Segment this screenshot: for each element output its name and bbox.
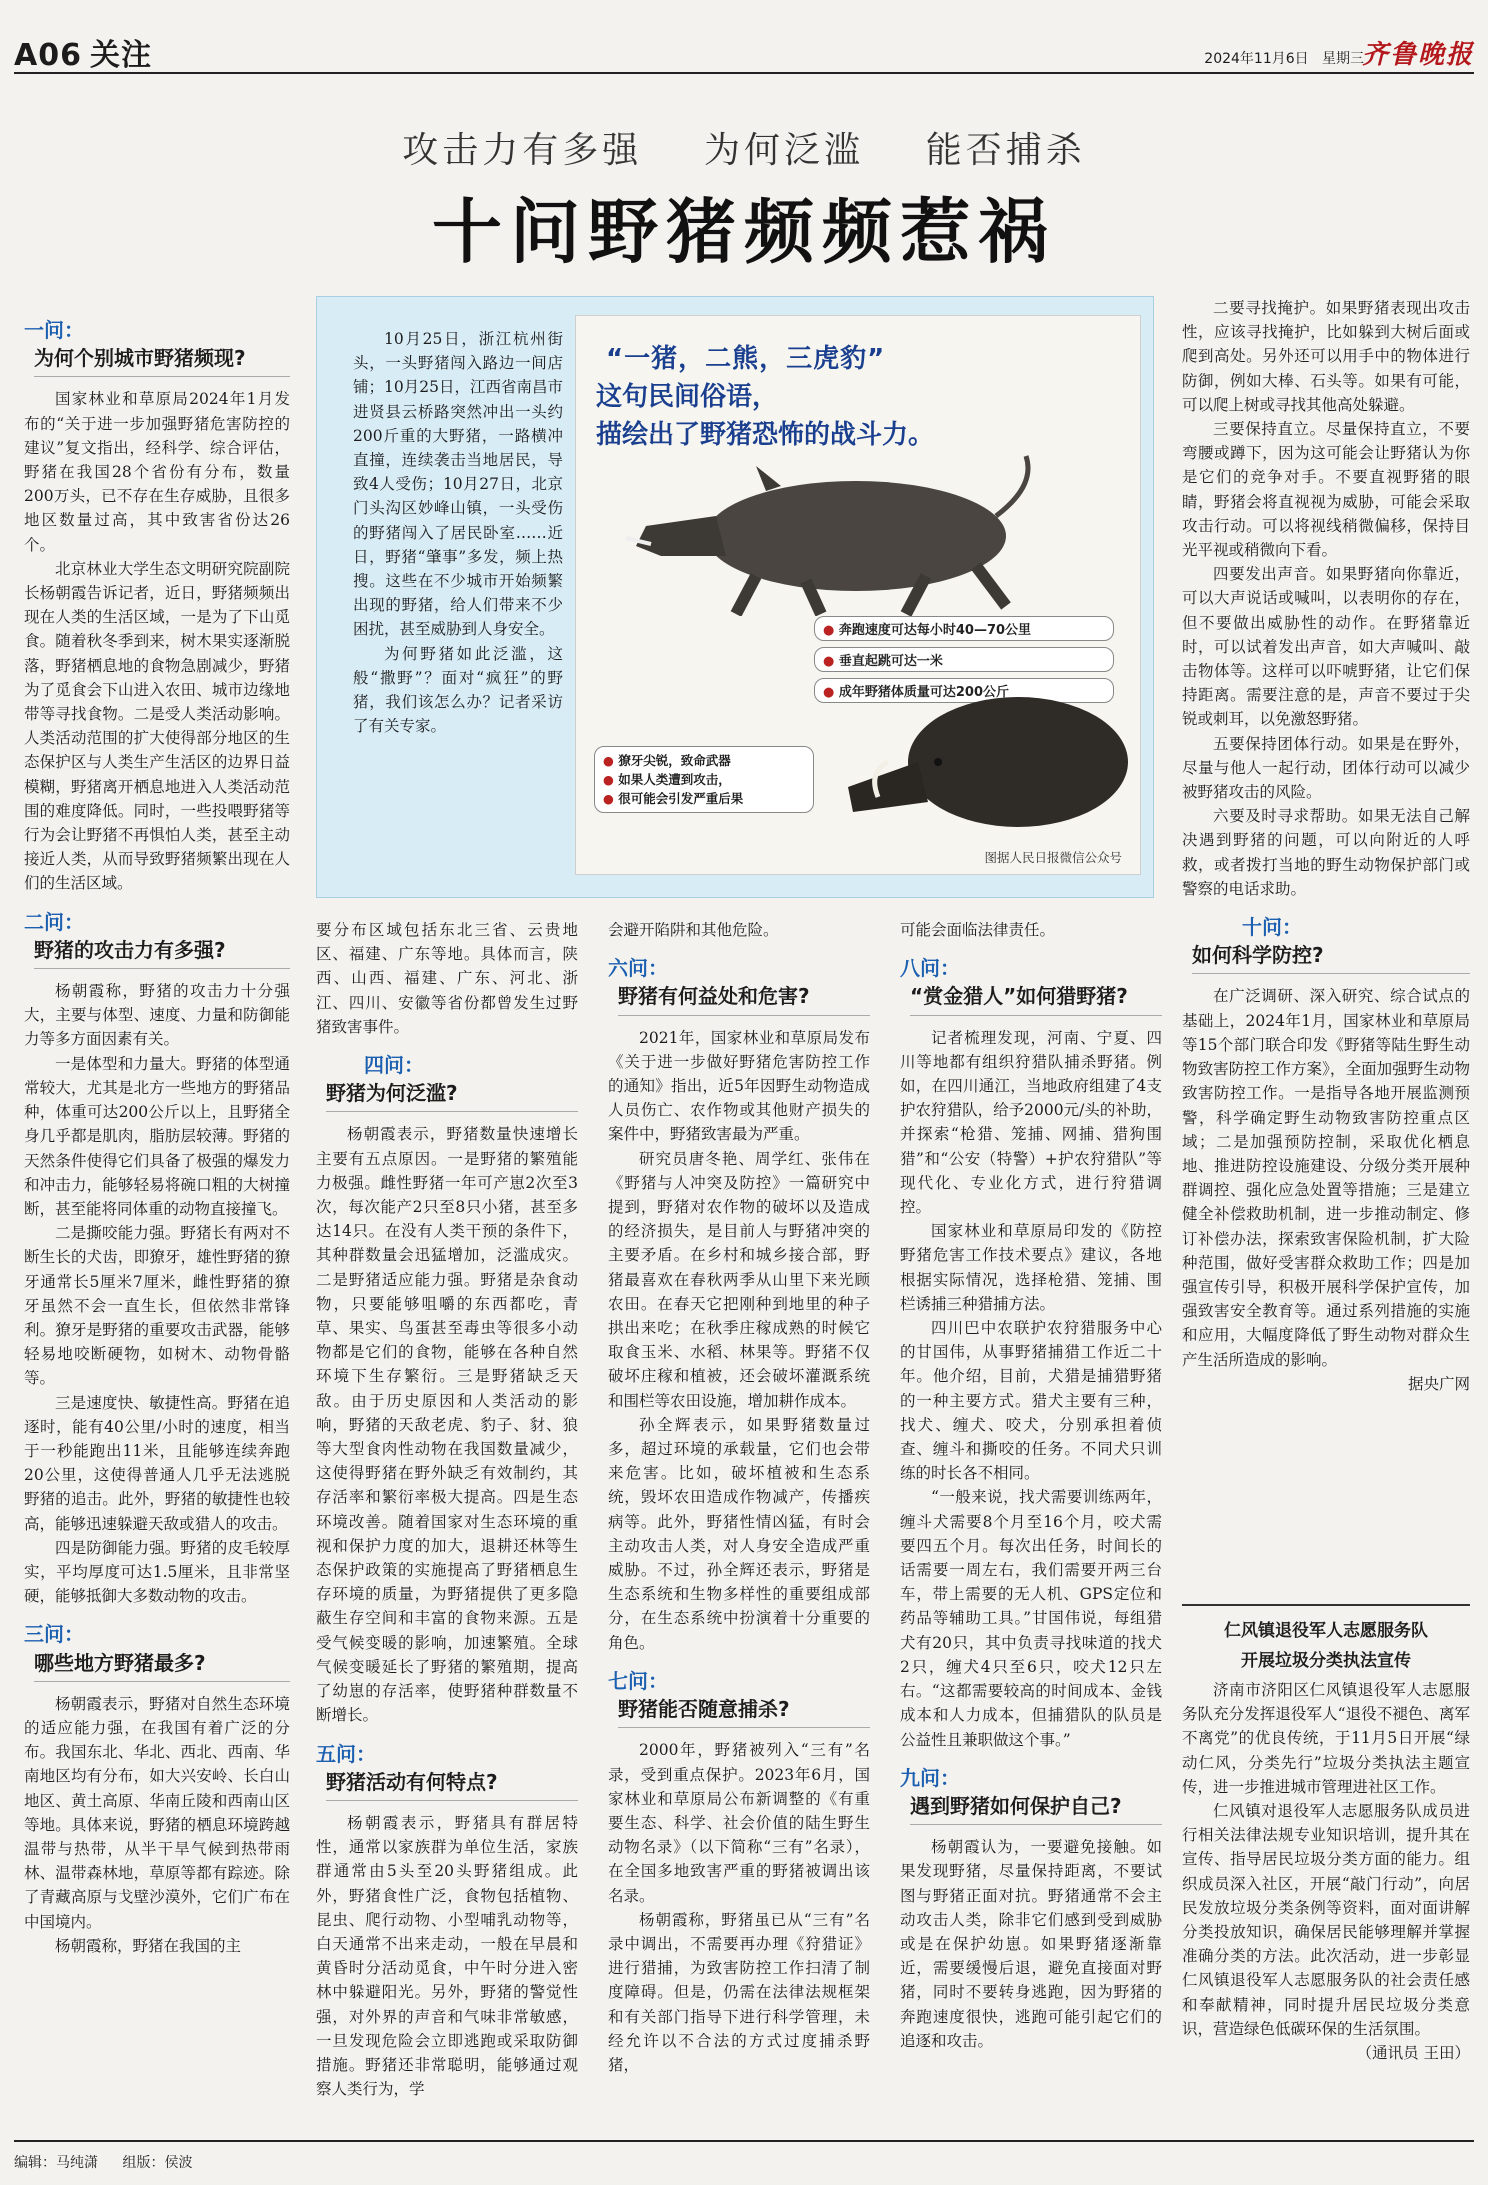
paragraph: 三是速度快、敏捷性高。野猪在追逐时，能有40公里/小时的速度，相当于一秒能跑出11米，且能够连续奔跑20公里，这使得普通人几乎无法逃脱野猪的追击。此外，野猪的敏捷性也较高，能够迅速躲避天敌或猎人的攻击。 xyxy=(24,1393,290,1533)
paragraph: 二是撕咬能力强。野猪长有两对不断生长的犬齿，即獠牙，雄性野猪的獠牙通常长5厘米7厘米，雌性野猪的獠牙虽然不会一直生长，但依然非常锋利。獠牙是野猪的重要攻击武器，能够轻易地咬断硬物，如树木、动物骨骼等。 xyxy=(24,1224,290,1388)
paragraph: 四是防御能力强。野猪的皮毛较厚实，平均厚度可达1.5厘米，且非常坚硬，能够抵御大多数动物的攻击。 xyxy=(24,1538,290,1606)
intro-paragraph: 为何野猪如此泛滥，这般“撒野”？面对“疯狂”的野猪，我们该怎么办？记者采访了有关专家。 xyxy=(353,644,563,736)
paragraph: 杨朝霞称，野猪的攻击力十分强大，主要与体型、速度、力量和防御能力等多方面因素有关。 xyxy=(24,982,290,1049)
paragraph: 四要发出声音。如果野猪向你靠近，可以大声说话或喊叫，以表明你的存在，但不要做出威胁性的动作。在野猪靠近时，可以试着发出声音，如大声喊叫、敲击物体等。这样可以吓唬野猪，让它们保持距离。需要注意的是，声音不要过于尖锐或刺耳，以免激怒野猪。 xyxy=(1182,565,1470,729)
q8-number: 八问： xyxy=(900,956,960,981)
infographic-quote-line3: 描绘出了野猪恐怖的战斗力。 xyxy=(596,420,935,450)
paragraph: 可能会面临法律责任。 xyxy=(900,921,1056,939)
paragraph: 会避开陷阱和其他危险。 xyxy=(608,921,779,939)
paragraph: 六要及时寻求帮助。如果无法自己解决遇到野猪的问题，可以向附近的人呼救，或者拨打当地的野生动物保护部门或警察的电话求助。 xyxy=(1182,807,1470,898)
paragraph: 在广泛调研、深入研究、综合试点的基础上，2024年1月，国家林业和草原局等15个部门联合印发《野猪等陆生野生动物致害防控工作方案》，全面加强野生动物致害防控工作。一是指导各地开展监测预警，科学确定野生动物致害防控重点区域；二是加强预防控制，采取优化栖息地、推进防控设施建设、分级分类开展种群调控、强化应急处置等措施；三是建立健全补偿救助机制，进一步推动制定、修订补偿办法，探索致害保险机制，扩大险种范围，做好受害群众救助工作；四是加强宣传引导，积极开展科学保护宣传，加强致害安全教育等。通过系列措施的实施和应用，大幅度降低了野生动物对群众生产生活所造成的影响。 xyxy=(1182,987,1470,1369)
masthead xyxy=(14,28,1474,74)
q4-title: 野猪为何泛滥? xyxy=(326,1081,578,1112)
fact-jump: ● 垂直起跳可达一米 xyxy=(814,647,1114,672)
column-1 xyxy=(24,318,290,1958)
column-2 xyxy=(316,918,578,2101)
q3-number: 三问： xyxy=(24,1622,84,1647)
fact-speed: ● 奔跑速度可达每小时40—70公里 xyxy=(814,616,1114,641)
paragraph: 2021年，国家林业和草原局发布《关于进一步做好野猪危害防控工作的通知》指出，近5年因野生动物造成人员伤亡、农作物或其他财产损失的案件中，野猪致害最为严重。 xyxy=(608,1028,870,1144)
q1-number: 一问： xyxy=(24,318,84,342)
q10-number: 十问： xyxy=(1242,915,1302,940)
q10-title: 如何科学防控? xyxy=(1192,943,1470,974)
paragraph: 杨朝霞表示，野猪具有群居特性，通常以家族群为单位生活，家族群通常由5头至20头野猪组成。此外，野猪食性广泛，食物包括植物、昆虫、爬行动物、小型哺乳动物等，白天通常不出来走动，一般在早晨和黄昏时分活动觅食，中午时分进入密林中躲避阳光。另外，野猪的警觉性强，对外界的声音和气味非常敏感，一旦发现危险会立即逃跑或采取防御措施。野猪还非常聪明，能够通过观察人类行为，学 xyxy=(316,1813,578,2099)
column-3 xyxy=(608,918,870,2077)
paragraph: 研究员唐冬艳、周学红、张伟在《野猪与人冲突及防控》一篇研究中提到，野猪对农作物的破坏以及造成的经济损失，是目前人与野猪冲突的主要矛盾。在乡村和城乡接合部，野猪最喜欢在春秋两季从山里下来光顾农田。在春天它把刚种到地里的种子拱出来吃；在秋季庄稼成熟的时候它取食玉米、水稻、林果等。野猪不仅破坏庄稼和植被，还会破坏灌溉系统和围栏等农田设施，增加耕作成本。 xyxy=(608,1149,870,1410)
paragraph: 2000年，野猪被列入“三有”名录，受到重点保护。2023年6月，国家林业和草原局公布新调整的《有重要生态、科学、社会价值的陆生野生动物名录》（以下简称“三有”名录），在全国多地致害严重的野猪被调出该名录。 xyxy=(608,1741,870,1905)
q2-title: 野猪的攻击力有多强? xyxy=(34,938,290,969)
running-boar-illustration xyxy=(606,446,1106,616)
paragraph: 杨朝霞表示，野猪数量快速增长主要有五点原因。一是野猪的繁殖能力极强。雌性野猪一年可产崽2次至3次，每次能产2只至8只小猪，甚至多达14只。在没有人类干预的条件下，其种群数量会迅猛增加，泛滥成灾。二是野猪适应能力强。野猪是杂食动物，只要能够咀嚼的东西都吃，青草、果实、鸟蛋甚至毒虫等很多小动物都是它们的食物，能够在各种自然环境下生存繁衍。三是野猪缺乏天敌。由于历史原因和人类活动的影响，野猪的天敌老虎、豹子、豺、狼等大型食肉性动物在我国数量减少，这使得野猪在野外缺乏有效制约，其存活率和繁衍率极大提高。四是生态环境改善。随着国家对生态环境的重视和保护力度的加大，退耕还林等生态保护政策的实施提高了野猪栖息生存环境的质量，为野猪提供了更多隐蔽生存空间和丰富的食物来源。五是受气候变暖的影响，加速繁殖。全球气候变暖延长了野猪的繁殖期，提高了幼崽的存活率，使野猪种群数量不断增长。 xyxy=(316,1125,578,1725)
boar-infographic xyxy=(575,315,1141,875)
short-news xyxy=(1182,1604,1470,2065)
q2-number: 二问： xyxy=(24,909,84,934)
q8-title: “赏金猎人”如何猎野猪? xyxy=(910,984,1162,1015)
boar-head-illustration xyxy=(838,692,1128,842)
issue-date: 2024年11月6日 星期三 xyxy=(1204,51,1364,67)
news-title-line2: 开展垃圾分类执法宣传 xyxy=(1241,1651,1411,1671)
paragraph: 国家林业和草原局2024年1月发布的“关于进一步加强野猪危害防控的建议”复文指出，经科学、综合评估，野猪在我国28个省份有分布，数量200万头，已不存在生存威胁，且很多地区数量过高，其中致害省份达26个。 xyxy=(24,390,290,554)
q4-number: 四问： xyxy=(364,1053,424,1078)
q9-title: 遇到野猪如何保护自己? xyxy=(910,1794,1162,1825)
column-4 xyxy=(900,918,1162,2053)
fact-weight: ● 成年野猪体质量可达200公斤 xyxy=(814,678,1114,703)
q3-title: 哪些地方野猪最多? xyxy=(34,1651,290,1682)
paragraph: 要分布区域包括东北三省、云贵地区、福建、广东等地。具体而言，陕西、山西、福建、广东、河北、浙江、四川、安徽等省份都曾发生过野猪致害事件。 xyxy=(316,921,578,1036)
paragraph: 四川巴中农联护农狩猎服务中心的甘国伟，从事野猪捕猎工作近二十年。他介绍，目前，犬猎是捕猎野猪的一种主要方式。猎犬主要有三种，找犬、缠犬、咬犬，分别承担着侦查、缠斗和撕咬的任务。不同犬只训练的时长各不相同。 xyxy=(900,1319,1162,1483)
q6-number: 六问： xyxy=(608,956,668,981)
infographic-quote-line2: 这句民间俗语， xyxy=(596,382,779,412)
q9-number: 九问： xyxy=(900,1765,960,1790)
paragraph: 仁风镇对退役军人志愿服务队成员进行相关法律法规专业知识培训，提升其在宣传、指导居民垃圾分类方面的能力。组织成员深入社区，开展“敲门行动”，向居民发放垃圾分类条例等资料，面对面讲解分类投放知识，确保居民能够理解并掌握准确分类的方法。此次活动，进一步彰显仁风镇退役军人志愿服务队的社会责任感和奉献精神，同时提升居民垃圾分类意识，营造绿色低碳环保的生活氛围。 xyxy=(1182,1802,1470,2038)
layout-credit: 组版：侯波 xyxy=(122,2155,193,2171)
paragraph: 五要保持团体行动。如果是在野外，尽量与他人一起行动，团体行动可以减少被野猪攻击的风险。 xyxy=(1182,734,1470,802)
paragraph: 记者梳理发现，河南、宁夏、四川等地都有组织狩猎队捕杀野猪。例如，在四川通江，当地政府组建了4支护农狩猎队，给予2000元/头的补助，并探索“枪猎、笼捕、网捕、猎狗围猎”和“公安（特警）+护农狩猎队”等现代化、专业化方式，进行狩猎调控。 xyxy=(900,1028,1162,1217)
issue-weekday: 星期三 xyxy=(1322,51,1364,67)
paragraph: 国家林业和草原局印发的《防控野猪危害工作技术要点》建议，各地根据实际情况，选择枪猎、笼捕、围栏诱捕三种猎捕方法。 xyxy=(900,1222,1162,1313)
q5-title: 野猪活动有何特点? xyxy=(326,1770,578,1801)
intro-paragraph: 10月25日，浙江杭州街头，一头野猪闯入路边一间店铺；10月25日，江西省南昌市进贤县云桥路突然冲出一头约200斤重的大野猪，一路横冲直撞，连续袭击当地居民，导致4人受伤；10月27日，北京门头沟区妙峰山镇，一头受伤的野猪闯入了居民卧室……近日，野猪“肇事”多发，频上热搜。这些在不少城市开始频繁出现的野猪，给人们带来不少困扰，甚至威胁到人身安全。 xyxy=(353,330,563,639)
q1-title: 为何个别城市野猪频现? xyxy=(34,346,290,377)
source-credit: 据央广网 xyxy=(1407,1374,1470,1393)
infographic-quote-line1: “一猪，二熊，三虎豹” xyxy=(606,344,886,374)
paragraph: 杨朝霞认为，一要避免接触。如果发现野猪，尽量保持距离，不要试图与野猪正面对抗。野猪通常不会主动攻击人类，除非它们感到受到威胁或是在保护幼崽。如果野猪逐渐靠近，需要缓慢后退，避免直接面对野猪，同时不要转身逃跑，因为野猪的奔跑速度很快，逃跑可能引起它们的追逐和攻击。 xyxy=(900,1838,1162,2050)
tusk-note-line: ● 如果人类遭到攻击， xyxy=(603,770,805,789)
q7-title: 野猪能否随意捕杀? xyxy=(618,1697,870,1728)
paragraph: 杨朝霞称，野猪虽已从“三有”名录中调出，不需要再办理《狩猎证》进行猎捕，为致害防控工作扫清了制度障碍。但是，仍需在法律法规框架和有关部门指导下进行科学管理，未经允许以不合法的方式过度捕杀野猪， xyxy=(608,1910,870,2074)
kicker: 攻击力有多强 为何泛滥 能否捕杀 xyxy=(402,130,1086,171)
editor-credit: 编辑：马纯潇 xyxy=(14,2155,98,2171)
paragraph: 一是体型和力量大。野猪的体型通常较大，尤其是北方一些地方的野猪品种，体重可达200公斤以上，且野猪全身几乎都是肌肉，脂肪层较薄。野猪的天然条件使得它们具备了极强的爆发力和冲击力，能够轻易将碗口粗的大树撞断，甚至能将同体重的动物直接撞飞。 xyxy=(24,1054,290,1218)
news-title-line1: 仁风镇退役军人志愿服务队 xyxy=(1224,1621,1428,1641)
page-footer xyxy=(14,2140,1474,2172)
tusk-note-line: ● 獠牙尖锐，致命武器 xyxy=(603,751,805,770)
column-5 xyxy=(1182,296,1470,1396)
news-byline: （通讯员 王田） xyxy=(1356,2044,1470,2063)
headline: 十问野猪频频惹祸 xyxy=(432,190,1056,273)
paragraph: 二要寻找掩护。如果野猪表现出攻击性，应该寻找掩护，比如躲到大树后面或爬到高处。另外还可以用手中的物体进行防御，例如大棒、石头等。如果有可能，可以爬上树或寻找其他高处躲避。 xyxy=(1182,299,1470,414)
newspaper-logo: 齐鲁晚报 xyxy=(1361,40,1474,70)
tusk-note-line: ● 很可能会引发严重后果 xyxy=(603,789,805,808)
paragraph: 北京林业大学生态文明研究院副院长杨朝霞告诉记者，近日，野猪频频出现在人类的生活区域，一是为了下山觅食。随着秋冬季到来，树木果实逐渐脱落，野猪栖息地的食物急剧减少，野猪为了觅食会下山进入农田、城市边缘地带等寻找食物。二是受人类活动影响。人类活动范围的扩大使得部分地区的生态保护区与人类生产生活区的边界日益模糊，野猪离开栖息地进入人类活动范围的难度降低。同时，一些投喂野猪等行为会让野猪不再惧怕人类，甚至主动接近人类，从而导致野猪频繁出现在人们的生活区域。 xyxy=(24,559,290,893)
tusk-note xyxy=(594,746,814,813)
q7-number: 七问： xyxy=(608,1668,668,1693)
paragraph: 三要保持直立。尽量保持直立，不要弯腰或蹲下，因为这可能会让野猪认为你是它们的竞争对手。不要直视野猪的眼睛，野猪会将直视视为威胁，可能会采取攻击行动。可以将视线稍微偏移，保持目光平视或稍微向下看。 xyxy=(1182,420,1470,560)
page-number: A06 关注 xyxy=(14,38,152,73)
image-credit: 图据人民日报微信公众号 xyxy=(984,850,1122,865)
q6-title: 野猪有何益处和危害? xyxy=(618,984,870,1015)
paragraph: 杨朝霞表示，野猪对自然生态环境的适应能力强，在我国有着广泛的分布。我国东北、华北、西北、西南、华南地区均有分布，如大兴安岭、长白山地区、黄土高原、华南丘陵和西南山区等地。具体来说，野猪的栖息环境跨越温带与热带，从半干旱气候到热带雨林、温带森林地，草原等都有踪迹。除了青藏高原与戈壁沙漠外，它们广布在中国境内。 xyxy=(24,1694,290,1931)
feature-intro xyxy=(353,327,563,738)
feature-box xyxy=(316,296,1154,898)
q5-number: 五问： xyxy=(316,1741,376,1766)
paragraph: 孙全辉表示，如果野猪数量过多，超过环境的承载量，它们也会带来危害。比如，破坏植被和生态系统，毁坏农田造成作物减产，传播疾病等。此外，野猪性情凶猛，有时会主动攻击人类，对人身安全造成严重威胁。不过，孙全辉还表示，野猪是生态系统和生物多样性的重要组成部分，在生态系统中扮演着十分重要的角色。 xyxy=(608,1415,870,1652)
paragraph: “一般来说，找犬需要训练两年，缠斗犬需要8个月至16个月，咬犬需要四五个月。每次出任务，时间长的话需要一周左右，我们需要开两三台车，带上需要的无人机、GPS定位和药品等辅助工具。”甘国伟说，每组猎犬有20只，其中负责寻找味道的找犬2只，缠犬4只至6只，咬犬12只左右。“这都需要较高的时间成本、金钱成本和人力成本，但捕猎队的队员是公益性且兼职做这个事。” xyxy=(900,1488,1162,1749)
paragraph: 杨朝霞称，野猪在我国的主 xyxy=(55,1936,242,1955)
paragraph: 济南市济阳区仁风镇退役军人志愿服务队充分发挥退役军人“退役不褪色、离军不离党”的优良传统，于11月5日开展“绿动仁风，分类先行”垃圾分类执法主题宣传，进一步推进城市管理进社区工作。 xyxy=(1182,1681,1470,1796)
section-name: 关注 xyxy=(89,38,152,73)
